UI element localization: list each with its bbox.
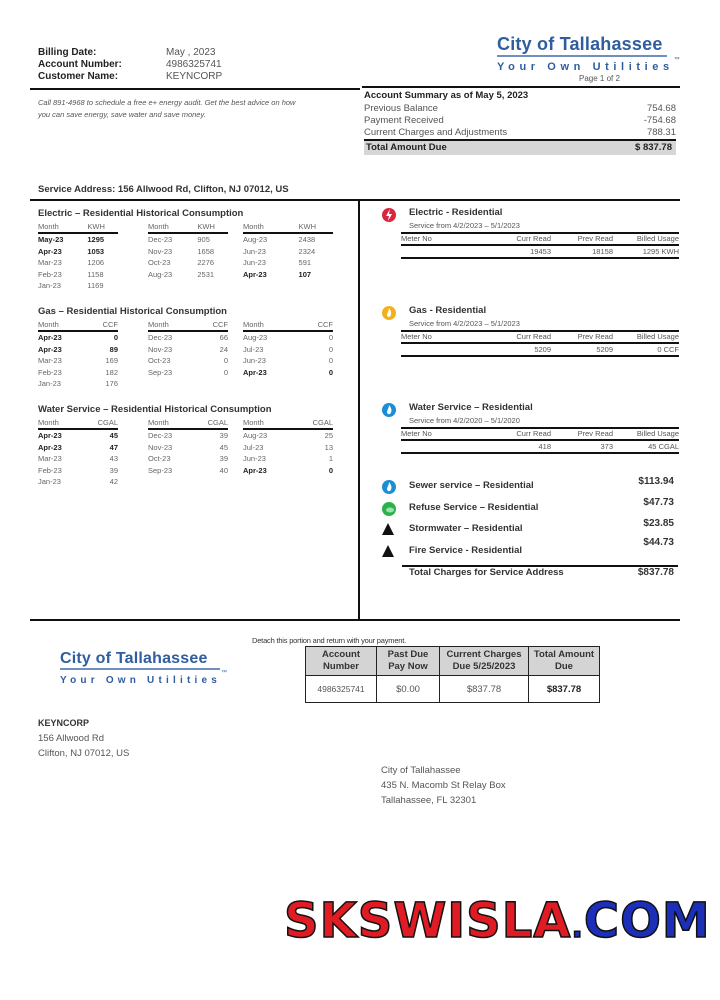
billing-date-label: Billing Date: [38,47,97,58]
stormwater-triangle-icon [381,522,395,541]
history-month: Jan-23 [38,477,61,486]
history-month: Mar-23 [38,258,62,267]
unit-header: KWH [197,222,215,231]
history-month: Jul-23 [243,442,264,452]
history-value: 13 [324,442,333,452]
watermark [284,893,711,949]
history-row [148,430,228,442]
history-row [38,442,118,454]
history-month: Apr-23 [243,367,267,377]
charge-label: Stormwater – Residential [409,523,523,534]
history-row [148,442,228,454]
history-value: 2531 [197,269,215,279]
history-column-header [148,320,228,332]
history-value: 0 [328,367,333,377]
month-header: Month [38,320,59,329]
history-value: 176 [105,379,118,388]
detach-note: Detach this portion and return with your payment. [252,636,407,645]
history-value: 1053 [87,246,105,256]
history-row [243,453,333,465]
total-amount-due-row [364,141,676,155]
stub-current-charges: $837.78 [440,676,529,703]
meter-no [401,246,489,257]
history-month: Oct-23 [148,454,171,463]
history-month: Mar-23 [38,356,62,365]
history-row [243,234,333,246]
history-value: 47 [109,442,118,452]
history-month: Jun-23 [243,356,266,365]
water-drop-icon [381,402,397,423]
customer-name-label: Customer Name: [38,71,119,82]
summary-row: Previous Balance 754.68 [364,103,676,114]
billed-usage-header: Billed Usage [636,429,679,438]
history-month: Mar-23 [38,454,62,463]
history-column [38,222,118,292]
month-header: Month [38,418,59,427]
history-row [243,344,333,356]
billing-info [38,47,222,83]
history-value: 0 [223,356,228,365]
history-row [38,476,118,488]
stub-total-due: $837.78 [529,676,600,703]
customer-address-name: KEYNCORP [38,718,90,728]
meter-table-header [401,330,679,344]
history-column-header [243,222,333,234]
history-month: Apr-23 [38,442,62,452]
history-month: Jun-23 [243,258,266,267]
customer-address [38,716,129,761]
history-column [243,320,333,378]
history-value: 25 [324,431,333,440]
logo-title: City of Tallahassee [497,34,663,54]
history-title: Electric – Residential Historical Consumption [38,208,244,219]
history-value: 0 [113,333,118,342]
history-column [243,418,333,476]
charge-label: Refuse Service – Residential [409,502,539,513]
curr-read-header: Curr Read [516,234,551,243]
history-row [38,234,118,246]
history-row [148,367,228,379]
header-logo [497,34,680,75]
history-value: 905 [197,235,210,244]
meter-no [401,441,489,452]
history-value: 1158 [87,269,104,279]
history-row [148,332,228,344]
charge-amount: $44.73 [643,537,674,548]
history-column [148,320,228,378]
service-address: Service Address: 156 Allwood Rd, Clifton, NJ 07012, US [38,184,289,195]
month-header: Month [148,222,169,231]
history-row [38,344,118,356]
customer-name: KEYNCORP [166,71,223,82]
history-value: 0 [328,344,333,354]
history-row [243,355,333,367]
meter-table-row [401,344,679,357]
history-value: 45 [109,431,118,440]
logo-subtitle: Your Own Utilities [497,60,674,73]
history-month: May-23 [38,235,64,244]
history-month: Sep-23 [148,465,173,475]
history-value: 0 [328,356,333,365]
service-title: Electric - Residential [409,207,503,218]
history-month: Feb-23 [38,465,62,475]
service-title: Gas - Residential [409,305,487,316]
meter-table [401,232,679,259]
charge-amount: $113.94 [638,476,674,487]
history-row [38,355,118,367]
charge-label: Sewer service – Residential [409,480,534,491]
watermark-dot: . [571,910,584,945]
logo-tm: ™ [673,56,680,63]
meter-table-header [401,232,679,246]
history-row [243,269,333,281]
gas-flame-icon [381,305,397,326]
remit-address-city: Tallahassee, FL 32301 [381,795,477,806]
charge-amount: $47.73 [643,497,674,508]
remit-address-name: City of Tallahassee [381,765,461,776]
history-title: Gas – Residential Historical Consumption [38,306,227,317]
history-value: 89 [109,344,118,354]
history-value: 2276 [197,258,215,267]
meter-table-row [401,246,679,259]
curr-read: 5209 [534,345,551,354]
history-month: Jan-23 [38,281,61,290]
meter-no-header: Meter No [401,332,432,341]
history-row [148,269,228,281]
history-column [243,222,333,280]
unit-header: CCF [317,320,333,329]
month-header: Month [38,222,59,231]
history-column-header [243,418,333,430]
unit-header: CCF [102,320,118,329]
prev-read-header: Prev Read [577,234,613,243]
unit-header: CGAL [207,418,228,427]
history-row [38,367,118,379]
account-summary [364,90,676,155]
stub-header-past-due: Past Due Pay Now [377,647,440,676]
stub-header-total-due: Total Amount Due [529,647,600,676]
billed-usage: 1295 KWH [642,247,679,256]
history-column [148,418,228,476]
history-value: 0 [328,465,333,475]
history-month: Sep-23 [148,367,173,377]
meter-no [401,344,489,355]
meter-table [401,330,679,357]
history-row [243,246,333,258]
history-value: 43 [109,454,118,463]
curr-read-header: Curr Read [516,429,551,438]
history-month: Aug-23 [243,333,268,342]
meter-table [401,427,679,454]
history-month: Jan-23 [38,379,61,388]
history-month: Dec-23 [148,333,173,342]
history-row [148,355,228,367]
history-row [148,257,228,269]
history-month: Apr-23 [243,465,267,475]
history-value: 42 [109,477,118,486]
stub-header-current-charges: Current Charges Due 5/25/2023 [440,647,529,676]
history-value: 182 [105,367,118,377]
billed-usage-header: Billed Usage [636,234,679,243]
service-period: Service from 4/2/2023 – 5/1/2023 [409,221,520,230]
history-row [38,246,118,258]
history-month: Jun-23 [243,246,266,256]
charge-label: Fire Service - Residential [409,545,522,556]
history-row [38,269,118,281]
unit-header: CGAL [312,418,333,427]
history-row [243,442,333,454]
history-row [148,465,228,477]
total-amount-due: $ 837.78 [635,142,672,153]
history-value: 1658 [197,246,215,256]
prev-read: 5209 [596,345,613,354]
history-month: Aug-23 [243,235,268,244]
history-month: Jun-23 [243,454,266,463]
history-row [243,465,333,477]
refuse-icon [381,501,397,522]
history-month: Nov-23 [148,344,173,354]
history-row [243,430,333,442]
remit-address [381,763,506,808]
history-value: 2324 [298,246,316,256]
history-title: Water Service – Residential Historical Consumption [38,404,272,415]
history-value: 0 [223,367,228,377]
month-header: Month [148,320,169,329]
total-charges-label: Total Charges for Service Address [409,567,564,578]
electric-icon [381,207,397,228]
meter-table-header [401,427,679,441]
history-month: Apr-23 [38,333,62,342]
history-month: Aug-23 [243,431,268,440]
history-month: Feb-23 [38,269,62,279]
history-month: Oct-23 [148,356,171,365]
summary-row: Current Charges and Adjustments 788.31 [364,127,676,138]
charge-amount: $23.85 [643,518,674,529]
meter-table-row [401,441,679,454]
fire-triangle-icon [381,544,395,563]
payment-stub-table [305,646,600,703]
service-period: Service from 4/2/2023 – 5/1/2023 [409,319,520,328]
watermark-part1: SKSWISLA [284,893,572,949]
curr-read: 19453 [530,247,551,256]
unit-header: KWH [87,222,105,231]
history-column-header [148,222,228,234]
history-value: 1206 [87,258,105,267]
total-charges-value: $837.78 [637,567,674,578]
meter-no-header: Meter No [401,429,432,438]
stub-logo-title: City of Tallahassee [60,650,208,667]
watermark-part2: COM [583,893,711,949]
history-month: Nov-23 [148,246,173,256]
curr-read-header: Curr Read [516,332,551,341]
history-month: Jul-23 [243,344,264,354]
meter-no-header: Meter No [401,234,432,243]
history-value: 169 [105,356,118,365]
history-value: 2438 [298,235,316,244]
unit-header: CCF [212,320,228,329]
history-column [38,320,118,390]
total-amount-due-label: Total Amount Due [366,142,447,153]
history-month: Apr-23 [38,431,62,440]
customer-address-street: 156 Allwood Rd [38,733,105,744]
stub-header-account-number: Account Number [306,647,377,676]
history-value: 39 [219,454,228,463]
history-value: 1295 [87,235,105,244]
history-column [38,418,118,488]
account-number: 4986325741 [166,59,222,70]
billed-usage: 45 CGAL [648,442,679,451]
account-summary-title: Account Summary as of May 5, 2023 [364,90,529,101]
customer-address-city: Clifton, NJ 07012, US [38,748,130,759]
history-column-header [243,320,333,332]
history-value: 1169 [87,281,104,290]
history-value: 107 [298,269,312,279]
history-value: 45 [219,442,228,452]
history-month: Apr-23 [38,344,62,354]
stub-logo: City of Tallahassee Your Own Utilities™ [60,650,227,686]
service-title: Water Service – Residential [409,402,533,413]
history-month: Apr-23 [38,246,62,256]
history-row [38,430,118,442]
month-header: Month [148,418,169,427]
curr-read: 418 [538,442,551,451]
page-indicator: Page 1 of 2 [579,74,620,83]
history-row [243,257,333,269]
unit-header: CGAL [97,418,118,427]
account-number-label: Account Number: [38,59,122,70]
unit-header: KWH [298,222,317,231]
sewer-icon [381,479,397,500]
history-value: 1 [328,454,333,463]
history-row [148,453,228,465]
prev-read: 18158 [592,247,613,256]
history-row [38,280,118,292]
prev-read-header: Prev Read [577,429,613,438]
history-row [38,453,118,465]
history-column-header [38,418,118,430]
history-row [243,332,333,344]
history-column-header [38,320,118,332]
history-value: 39 [109,465,118,475]
history-value: 0 [328,333,333,342]
month-header: Month [243,222,264,231]
service-period: Service from 4/2/2020 – 5/1/2020 [409,416,520,425]
history-value: 66 [219,333,228,342]
history-value: 40 [219,465,228,475]
history-row [38,332,118,344]
history-row [148,344,228,356]
history-row [38,257,118,269]
summary-row: Payment Received -754.68 [364,115,676,126]
history-column-header [148,418,228,430]
stub-past-due: $0.00 [377,676,440,703]
history-row [243,367,333,379]
history-value: 39 [219,431,228,440]
history-column-header [38,222,118,234]
history-value: 591 [298,258,312,267]
stub-logo-subtitle: Your Own Utilities [60,674,221,686]
prev-read-header: Prev Read [577,332,613,341]
history-month: Feb-23 [38,367,62,377]
history-month: Oct-23 [148,258,171,267]
promo-note: Call 891-4968 to schedule a free e+ energy audit. Get the best advice on how you can save energy, save water and save money. [38,98,296,119]
history-row [148,234,228,246]
history-column [148,222,228,280]
history-row [38,378,118,390]
history-month: Nov-23 [148,442,173,452]
month-header: Month [243,418,264,427]
history-month: Dec-23 [148,235,173,244]
billed-usage: 0 CCF [657,345,679,354]
billing-date: May , 2023 [166,47,216,58]
prev-read: 373 [600,442,613,451]
history-row [38,465,118,477]
history-row [148,246,228,258]
history-value: 24 [219,344,228,354]
history-month: Apr-23 [243,269,267,279]
history-month: Aug-23 [148,269,173,279]
billed-usage-header: Billed Usage [636,332,679,341]
month-header: Month [243,320,264,329]
remit-address-street: 435 N. Macomb St Relay Box [381,780,506,791]
stub-account-number: 4986325741 [306,676,377,703]
history-month: Dec-23 [148,431,173,440]
